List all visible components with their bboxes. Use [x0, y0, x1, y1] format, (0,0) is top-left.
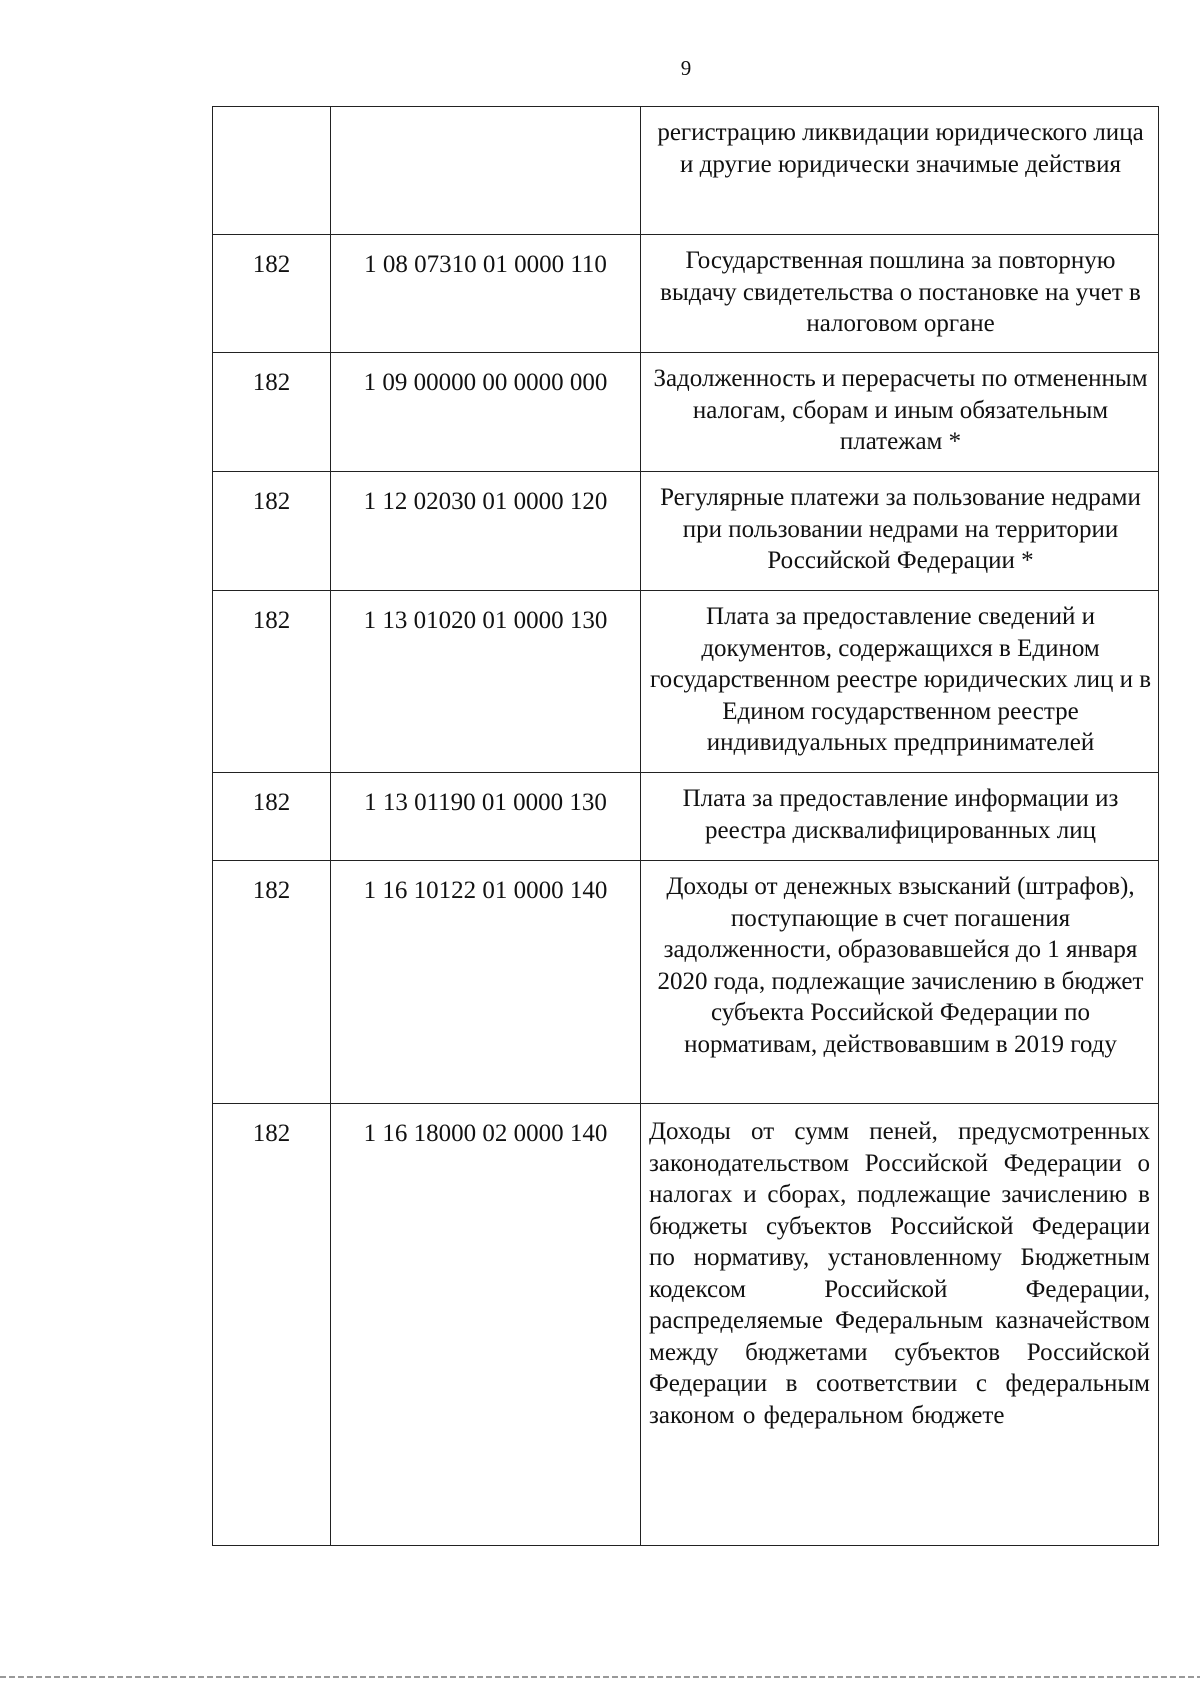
admin-code-cell: 182 — [213, 773, 331, 861]
admin-code-cell: 182 — [213, 472, 331, 591]
revenue-codes-table — [212, 106, 1159, 1546]
table-row — [213, 472, 1159, 591]
admin-code-cell: 182 — [213, 591, 331, 773]
admin-code-cell: 182 — [213, 353, 331, 472]
scan-edge-rule — [0, 1676, 1200, 1678]
table-row — [213, 1104, 1159, 1546]
table-row — [213, 235, 1159, 353]
table-row — [213, 353, 1159, 472]
budget-code-cell: 1 16 18000 02 0000 140 — [331, 1104, 641, 1546]
budget-code-cell: 1 12 02030 01 0000 120 — [331, 472, 641, 591]
revenue-name-cell: Государственная пошлина за повторную выдачу свидетельства о постановке на учет в налоговом органе — [641, 235, 1159, 353]
table-row — [213, 773, 1159, 861]
page-number: 9 — [680, 56, 692, 80]
table-row — [213, 107, 1159, 235]
admin-code-cell: 182 — [213, 861, 331, 1104]
revenue-name-cell: Доходы от сумм пеней, предусмотренных законодательством Российской Федерации о налогах и сборах, подлежащие зачислению в бюджеты субъектов Российской Федерации по нормативу, установленному Бюджетным кодексом Российской Федерации, распределяемые Федеральным казначейством между бюджетами субъектов Российской Федерации в соответствии с федеральным законом о федеральном бюджете — [641, 1104, 1159, 1546]
revenue-name-cell: регистрацию ликвидации юридического лица и другие юридически значимые действия — [641, 107, 1159, 235]
budget-code-cell: 1 16 10122 01 0000 140 — [331, 861, 641, 1104]
revenue-name-cell: Задолженность и перерасчеты по отмененным налогам, сборам и иным обязательным платежам * — [641, 353, 1159, 472]
budget-code-cell: 1 13 01190 01 0000 130 — [331, 773, 641, 861]
table-row — [213, 591, 1159, 773]
revenue-name-cell: Доходы от денежных взысканий (штрафов), поступающие в счет погашения задолженности, образовавшейся до 1 января 2020 года, подлежащие зачислению в бюджет субъекта Российской Федерации по нормативам, действовавшим в 2019 году — [641, 861, 1159, 1104]
budget-code-cell — [331, 107, 641, 235]
table-row — [213, 861, 1159, 1104]
revenue-name-cell: Плата за предоставление сведений и документов, содержащихся в Едином государственном реестре юридических лиц и в Едином государственном реестре индивидуальных предпринимателей — [641, 591, 1159, 773]
admin-code-cell: 182 — [213, 1104, 331, 1546]
admin-code-cell: 182 — [213, 235, 331, 353]
budget-code-cell: 1 09 00000 00 0000 000 — [331, 353, 641, 472]
budget-code-cell: 1 08 07310 01 0000 110 — [331, 235, 641, 353]
budget-code-cell: 1 13 01020 01 0000 130 — [331, 591, 641, 773]
revenue-name-cell: Плата за предоставление информации из реестра дисквалифицированных лиц — [641, 773, 1159, 861]
revenue-name-cell: Регулярные платежи за пользование недрами при пользовании недрами на территории Российской Федерации * — [641, 472, 1159, 591]
admin-code-cell — [213, 107, 331, 235]
